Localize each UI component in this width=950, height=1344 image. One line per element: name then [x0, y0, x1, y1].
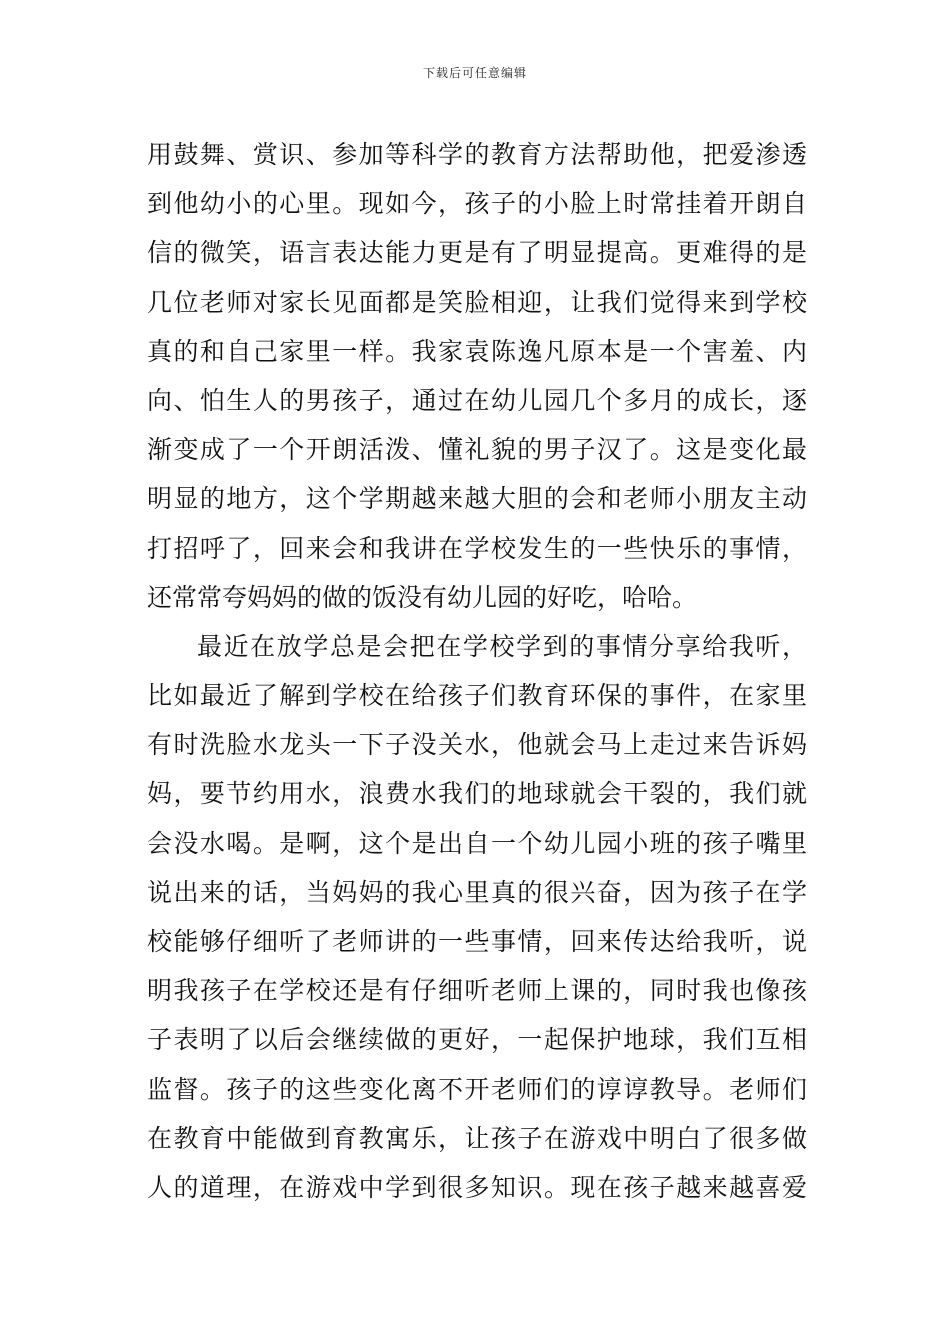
text-line: 渐变成了一个开朗活泼、懂礼貌的男子汉了。这是变化最	[147, 435, 807, 465]
text-line: 用鼓舞、赏识、参加等科学的教育方法帮助他，把爱渗透	[147, 140, 807, 169]
text-line: 真的和自己家里一样。我家袁陈逸凡原本是一个害羞、内	[147, 336, 807, 366]
text-line: 说出来的话，当妈妈的我心里真的很兴奋，因为孩子在学	[147, 877, 807, 907]
document-body	[147, 130, 807, 1212]
text-line: 打招呼了，回来会和我讲在学校发生的一些快乐的事情，	[147, 533, 807, 563]
header-note: 下载后可任意编辑	[422, 66, 527, 80]
paragraph	[147, 622, 807, 1212]
text-line: 到他幼小的心里。现如今，孩子的小脸上时常挂着开朗自	[147, 189, 807, 219]
text-line: 妈，要节约用水，浪费水我们的地球就会干裂的，我们就	[147, 779, 807, 809]
text-line: 有时洗脸水龙头一下子没关水，他就会马上走过来告诉妈	[147, 730, 807, 760]
text-line: 明我孩子在学校还是有仔细听老师上课的，同时我也像孩	[147, 976, 807, 1006]
text-line: 最近在放学总是会把在学校学到的事情分享给我听，	[197, 631, 807, 661]
text-line: 会没水喝。是啊，这个是出自一个幼儿园小班的孩子嘴里	[147, 828, 807, 858]
text-line: 明显的地方，这个学期越来越大胆的会和老师小朋友主动	[147, 484, 807, 514]
text-line: 在教育中能做到育教寓乐，让孩子在游戏中明白了很多做	[147, 1123, 807, 1153]
text-line: 比如最近了解到学校在给孩子们教育环保的事件，在家里	[147, 681, 807, 711]
text-line: 监督。孩子的这些变化离不开老师们的谆谆教导。老师们	[147, 1074, 807, 1104]
text-line: 信的微笑，语言表达能力更是有了明显提高。更难得的是	[147, 238, 807, 268]
text-line: 几位老师对家长见面都是笑脸相迎，让我们觉得来到学校	[147, 287, 807, 317]
text-line: 子表明了以后会继续做的更好，一起保护地球，我们互相	[147, 1025, 807, 1055]
text-line: 向、怕生人的男孩子，通过在幼儿园几个多月的成长，逐	[147, 385, 807, 415]
text-line: 校能够仔细听了老师讲的一些事情，回来传达给我听，说	[147, 927, 807, 956]
text-line: 还常常夸妈妈的做的饭没有幼儿园的好吃，哈哈。	[147, 582, 698, 612]
text-line: 人的道理，在游戏中学到很多知识。现在孩子越来越喜爱	[147, 1172, 807, 1202]
paragraph	[147, 130, 807, 622]
